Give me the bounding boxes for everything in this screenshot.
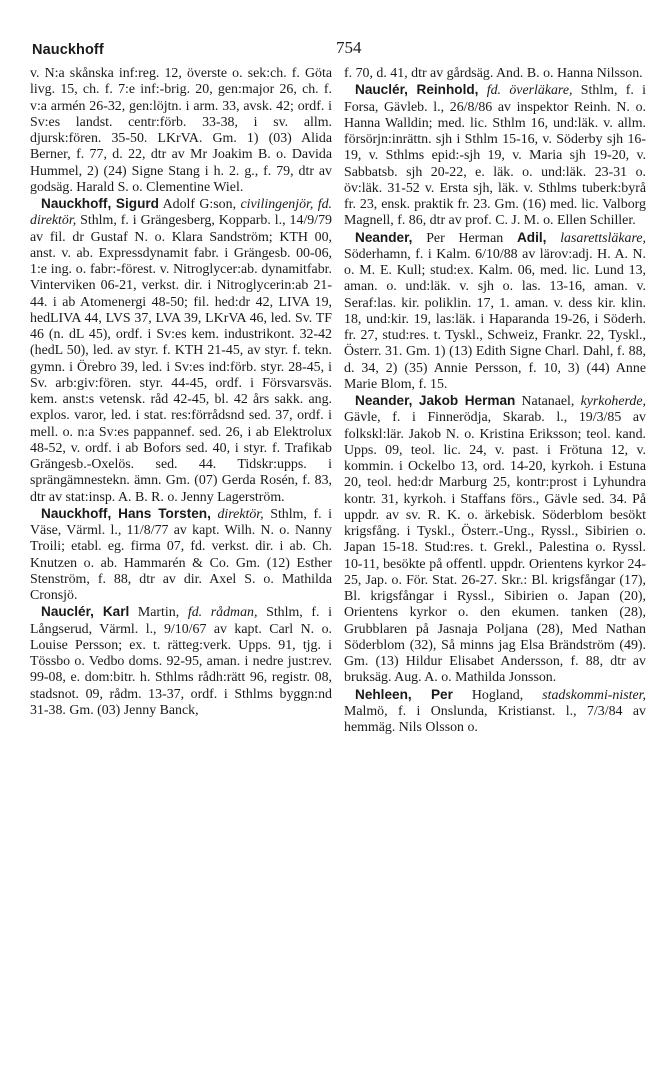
entry-nauckhoff-hans-torsten [30,506,332,605]
left-column [30,66,332,719]
entry-text: f. 70, d. 41, dtr av gårdsäg. And. B. o. Hanna Nilsson. [344,66,643,81]
entry-naucler-karl [30,604,332,719]
entry-title: civilingenjör, fd. direktör, [30,197,333,229]
entry-name-emphasis: Adil, [516,229,547,245]
entry-given-names: Hogland, [452,687,543,703]
entry-neander-jakob [344,393,646,687]
entry-text: Sthlm, f. i Väse, Värml. l., 11/8/77 av kapt. Wilh. N. o. Nanny Troili; etabl. eg. firma 07, fd. verkst. dir. i ab. Ch. Knutzen o. ab. Hammarén & Co. Gm. (12) Esther Stenström, f. 88, dtr av dir. Axel S. o. Mathilda Cronsjö. [30,506,333,603]
entry-name: Nauckhoff, Hans Torsten, [41,505,211,521]
entry-given-names: Martin, [129,605,188,621]
page-number: 754 [336,38,362,57]
entry-nehleen-per [344,687,646,737]
entry-given-names: Per Herman [412,230,517,246]
entry-title: stadskommi-nister, [542,687,646,703]
entry-continuation [30,66,332,196]
right-column [344,66,646,736]
entry-text: Sthlm, f. i Långserud, Värml. l., 9/10/67 av kapt. Carl N. o. Louise Persson; ex. t. rätteg:verk. Upps. 91, tjg. i Tössbo o. Vedbo doms. 92-95, aman. i nedre just:rev. 99-08, e. dom:bitr. h. Sthlms rådh:rätt 96, registr. 08, stadsnot. 09, rådm. 13-37, ordf. i Sthlms byggn:nd 31-38. Gm. (03) Jenny Banck, [30,605,332,718]
entry-text: Sthlm, f. i Grängesberg, Kopparb. l., 14/9/79 av fil. dr Gustaf N. o. Klara Sandström; KTH 00, anst. v. ab. Expressdynamit fabr. i Grängesb. 00-06, 1:e ing. o. fabr:-förest. v. Nitroglycer:ab. dynamitfabr. Vinterviken 06-21, verkst. dir. i Nitroglycerin:ab 21-44. i ab Atomenergi 48-50; fil. hed:dr 42, LIVA 19, hedLIVA 44, LVS 37, LVA 39, LKrVA 46, led. Sv. TF 46 (n. dL 45), ordf. i Sv:es kem. industrikont. 32-42 (hedL 50), led. av styr. f. KTH 21-45, av styr. f. tekn. gymn. i Örebro 39, led. i Sv:es ind:förb. styr. 28-45, i Sv. arb:giv:fören. styr. 44-45, ordf. i Försvarsväs. kem. anst:s vetensk. råd 42-45, bl. 42 års sakk. ang. explos. varor, led. i stat. res:förrådsnd sed. 37, ordf. i mell. o. n:a Sv:es pappannef. sed. 26, i ab Elektrolux 48-52, v. ordf. i ab Bofors sed. 40, i styr. f. Trafikab Grängesb.-Oxelös. sed. 44. Tidskr:upps. i sprängämnestekn. ämn. Gm. (07) Gerda Rosén, f. 83, dtr av stat:insp. A. B. R. o. Jenny Lagerström. [30,213,332,505]
entry-name: Nauclér, Reinhold, [355,82,479,98]
entry-text: Söderhamn, f. i Kalm. 6/10/88 av lärov:adj. H. A. N. o. M. E. Kull; stud:ex. Kalm. 06, med. lic. Lund 13, aman. o. und:läk. v. sjh o. las. 13-16, aman. v. Seraf:las. kir. poliklin. 17, 1. aman. v. dess kir. klin. 18, und:kir. 19, las:läk. i Haparanda 19-26, i Söderh. fr. 27, stud:res. t. Tyskl., Schweiz, Frankr. 22, Tyskl., Österr. 31. Gm. 1) (13) Edith Signe Charl. Dahl, f. 88, d. 34, 2) (35) Annie Persson, f. 10, 3) (44) Anne Marie Blom, f. 15. [344,246,646,392]
entry-text: Sthlm, f. i Forsa, Gävleb. l., 26/8/86 av inspektor Reinh. N. o. Hanna Walldin; med. lic. Sthlm 16, und:läk. v. allm. försörjn:inrättn. sjh i Sthlm 15-16, v. Söderby sjh 16-19, v. Sthlms epid:-sjh 19, v. Maria sjh 19-20, v. Sabbatsb. sjh 20-22, e. läk. o. und:läk. 23-31 o. öv:läk. 31-52 v. Ersta sjh, läk. v. Sthlms tuberk:byrå fr. 23, ensk. praktik fr. 23. Gm. (16) med. lic. Valborg Magnell, f. 86, dtr av prof. C. J. M. o. Ellen Schiller. [344,83,647,229]
entry-title: lasarettsläkare, [560,230,646,246]
entry-title: kyrkoherde, [580,394,646,409]
entry-name: Nauckhoff, Sigurd [41,196,159,211]
entry-given-names: Adolf G:son, [158,197,241,212]
entry-nauckhoff-sigurd [30,196,332,506]
entry-name: Neander, [355,229,413,245]
entry-name: Nauclér, Karl [41,604,130,620]
entry-naucler-reinhold [344,82,646,229]
entry-title: fd. överläkare, [486,83,573,99]
running-head: Nauckhoff [32,42,104,58]
entry-name: Neander, Jakob Herman [355,393,516,408]
entry-text: v. N:a skånska inf:reg. 12, överste o. sek:ch. f. Göta livg. 15, ch. f. 7:e inf:-brig. 20, gen:major 26, ch. f. v:a armén 26-32, gen:löjtn. i arm. 33, avsk. 42; ordf. i Sv:es landst. centr:förb. 33-38, i sv. allm. djursk:fören. 35-50. LKrVA. Gm. 1) (03) Alida Berner, f. 77, d. 22, dtr av Mr Joakim B. o. Davida Hummel, 2) (24) Signe Stang i h. 2. g., f. 79, dtr av godsäg. Harald S. o. Clementine Wiel. [30,66,332,195]
entry-title: direktör, [217,506,264,522]
page-header [26,34,638,58]
entry-text: Gävle, f. i Finnerödja, Skarab. l., 19/3/85 av folkskl:lär. Jakob N. o. Kristina Eriksson; teol. kand. Upps. 09, teol. lic. 24, v. past. i Frötuna 12, v. kommin. i Ockelbo 13, ord. 14-20, kyrkoh. i Estuna 20, teol. hed:dr Marburg 25, kontr:prost i Lyhundra kontr. 31, kyrkoh. i Staffans förs., Gävle sed. 34. På uppdr. av sv. R. K. o. ärkebisk. Söderblom besökt krigsfång. i Tyskl., Österr.-Ung., Ryssl., Sibirien o. Japan 15-18. Stud:res. t. Grekl., Palestina o. Ryssl. 10-11, besökte på offentl. uppdr. Orientens kyrkor 24-25, Jap. o. För. Stat. 26-27. Skr.: Bl. krigsfångar (17), Bl. krigsfångar i Ryssl., Sibirien o. Japan (20), Orientens kyrkor o. den ekumen. tanken (28), Grubblaren på Jasnaja Poljana (28), Med Nathan Söderblom (32), Så minns jag Elsa Brändström (49). Gm. (13) Hildur Elisabet Andersson, f. 88, dtr av bruksäg. Aug. A. o. Mathilda Jonsson. [344,410,646,686]
entry-text: Malmö, f. i Onslunda, Kristianst. l., 7/3/84 av hemmäg. Nils Olsson o. [344,703,646,735]
entry-title: fd. rådman, [187,605,258,621]
entry-continuation [344,66,646,82]
entry-name: Nehleen, Per [355,686,453,702]
entry-given-names: Natanael, [515,394,581,409]
entry-neander-adil [344,230,646,394]
